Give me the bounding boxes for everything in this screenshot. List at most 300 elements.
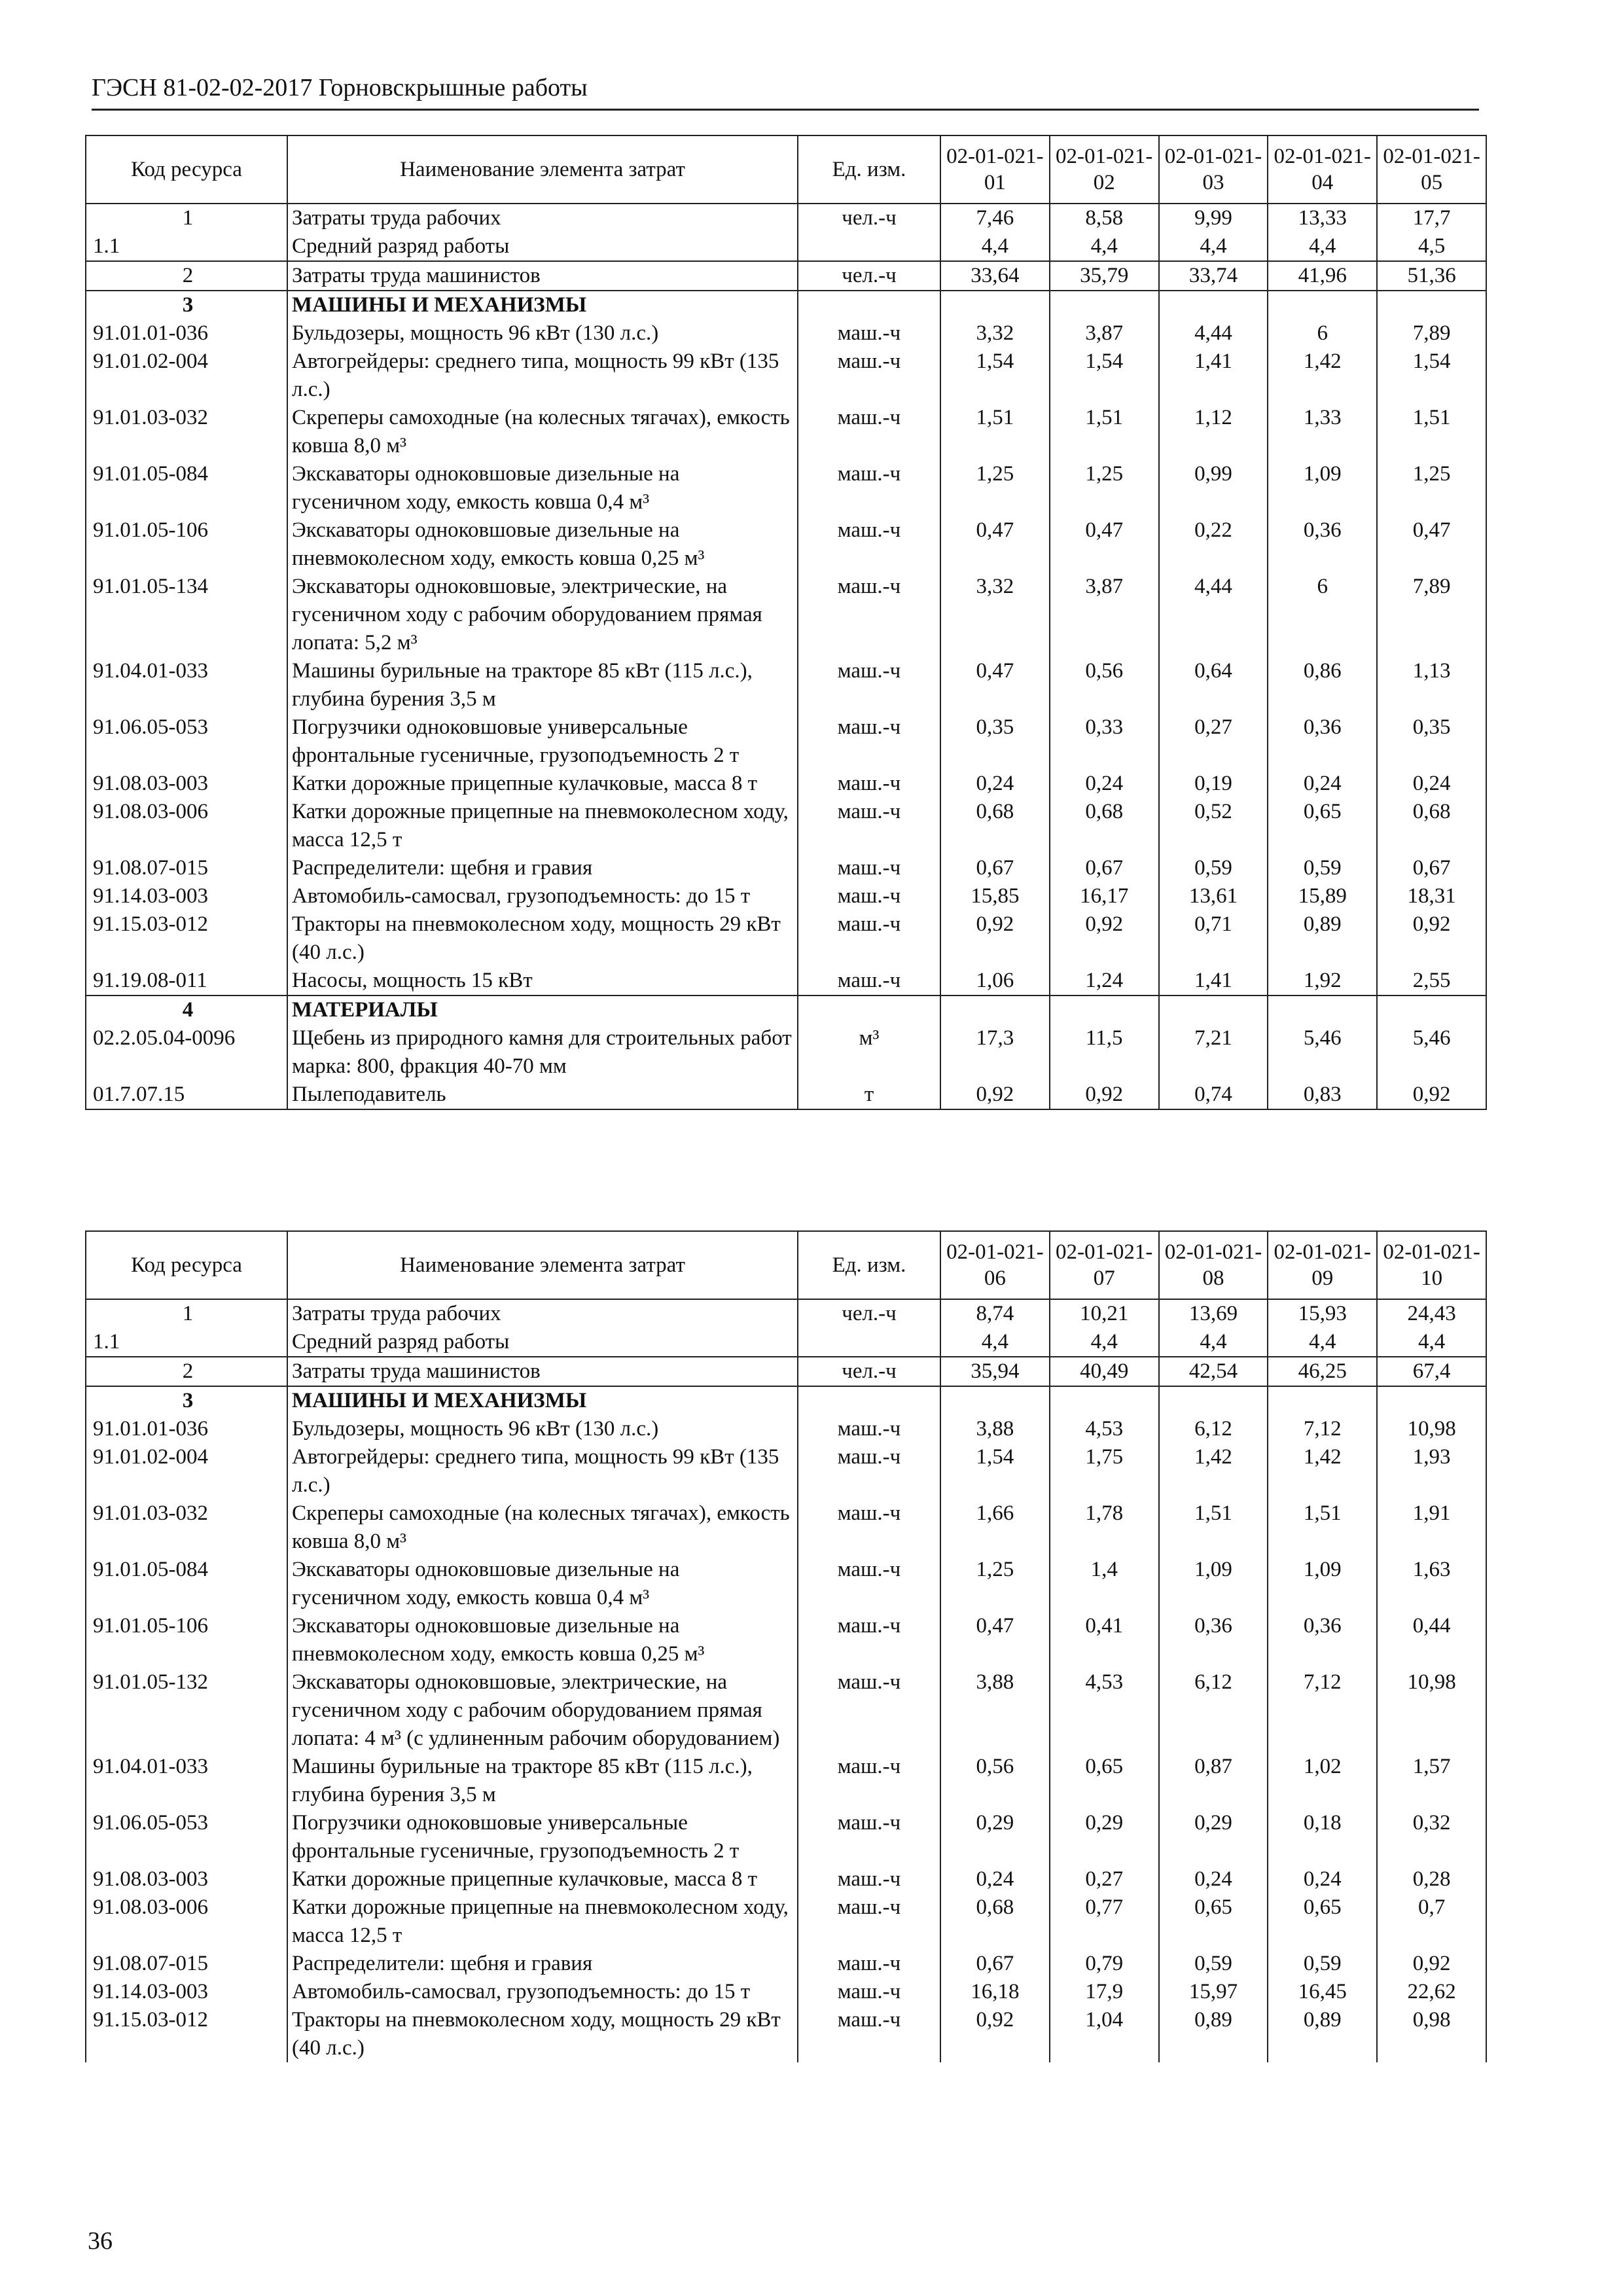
unit-cell: маш.-ч	[798, 713, 940, 770]
norm-value-cell: 15,89	[1268, 882, 1377, 910]
table-row	[86, 1443, 1486, 1499]
norm-value-cell: 22,62	[1377, 1978, 1486, 2006]
norm-value-cell	[1377, 996, 1486, 1024]
unit-cell: маш.-ч	[798, 798, 940, 854]
resource-name-cell: Пылеподавитель	[287, 1081, 798, 1109]
column-header-norm: 02-01-021-04	[1268, 135, 1377, 204]
unit-cell: маш.-ч	[798, 1893, 940, 1950]
table-row	[86, 967, 1486, 996]
resource-code-cell: 91.01.01-036	[86, 1415, 287, 1443]
resource-name-cell: МАШИНЫ И МЕХАНИЗМЫ	[287, 291, 798, 319]
norm-value-cell: 0,18	[1268, 1809, 1377, 1865]
column-header-norm: 02-01-021-05	[1377, 135, 1486, 204]
resource-table-1	[85, 135, 1487, 1110]
norm-value-cell: 0,24	[1159, 1865, 1268, 1893]
unit-cell: маш.-ч	[798, 1753, 940, 1809]
resource-name-cell: Насосы, мощность 15 кВт	[287, 967, 798, 996]
norm-value-cell: 0,92	[940, 1081, 1050, 1109]
table-body	[86, 204, 1486, 1109]
unit-cell: чел.-ч	[798, 261, 940, 291]
norm-value-cell	[1050, 996, 1159, 1024]
norm-value-cell: 0,24	[1268, 770, 1377, 798]
norm-value-cell: 0,28	[1377, 1865, 1486, 1893]
resource-code-cell: 91.06.05-053	[86, 1809, 287, 1865]
norm-value-cell: 0,92	[1050, 1081, 1159, 1109]
norm-value-cell: 0,27	[1159, 713, 1268, 770]
table-row	[86, 1809, 1486, 1865]
resource-name-cell: Экскаваторы одноковшовые дизельные на гусеничном ходу, емкость ковша 0,4 м³	[287, 1556, 798, 1612]
column-header-norm: 02-01-021-09	[1268, 1231, 1377, 1299]
norm-value-cell: 1,91	[1377, 1499, 1486, 1556]
norm-value-cell: 1,92	[1268, 967, 1377, 996]
norm-value-cell: 0,56	[1050, 657, 1159, 713]
norm-value-cell: 33,74	[1159, 261, 1268, 291]
norm-value-cell	[1377, 1386, 1486, 1415]
norm-value-cell: 1,54	[1050, 348, 1159, 404]
norm-value-cell: 1,41	[1159, 348, 1268, 404]
resource-code-cell: 91.08.03-006	[86, 1893, 287, 1950]
resource-code-cell: 91.04.01-033	[86, 1753, 287, 1809]
resource-code-cell: 91.01.02-004	[86, 348, 287, 404]
resource-name-cell: Экскаваторы одноковшовые, электрические, на гусеничном ходу с рабочим оборудованием прямая лопата: 4 м³ (с удлиненным рабочим оборудованием)	[287, 1668, 798, 1753]
table-row	[86, 996, 1486, 1024]
table-row	[86, 1299, 1486, 1328]
norm-value-cell: 1,09	[1268, 460, 1377, 516]
norm-value-cell: 1,78	[1050, 1499, 1159, 1556]
table-row	[86, 1024, 1486, 1081]
resource-name-cell: Экскаваторы одноковшовые, электрические, на гусеничном ходу с рабочим оборудованием прямая лопата: 5,2 м³	[287, 573, 798, 657]
norm-value-cell: 6,12	[1159, 1668, 1268, 1753]
norm-value-cell: 13,33	[1268, 204, 1377, 232]
table-row	[86, 232, 1486, 261]
norm-value-cell: 35,79	[1050, 261, 1159, 291]
norm-value-cell: 1,13	[1377, 657, 1486, 713]
norm-value-cell	[1268, 291, 1377, 319]
unit-cell	[798, 1328, 940, 1357]
norm-value-cell: 4,4	[1050, 1328, 1159, 1357]
resource-name-cell: Скреперы самоходные (на колесных тягачах), емкость ковша 8,0 м³	[287, 404, 798, 460]
norm-value-cell: 7,12	[1268, 1415, 1377, 1443]
resource-name-cell: Средний разряд работы	[287, 232, 798, 261]
resource-name-cell: Экскаваторы одноковшовые дизельные на пневмоколесном ходу, емкость ковша 0,25 м³	[287, 516, 798, 573]
resource-code-cell: 91.15.03-012	[86, 910, 287, 967]
norm-value-cell: 4,53	[1050, 1668, 1159, 1753]
table-row	[86, 1386, 1486, 1415]
table-header-row	[86, 1231, 1486, 1299]
resource-name-cell: Автомобиль-самосвал, грузоподъемность: до 15 т	[287, 882, 798, 910]
unit-cell: т	[798, 1081, 940, 1109]
norm-value-cell: 8,74	[940, 1299, 1050, 1328]
unit-cell: чел.-ч	[798, 204, 940, 232]
resource-name-cell: Щебень из природного камня для строительных работ марка: 800, фракция 40-70 мм	[287, 1024, 798, 1081]
resource-code-cell: 2	[86, 1357, 287, 1386]
norm-value-cell: 0,92	[1377, 1081, 1486, 1109]
norm-value-cell: 1,09	[1268, 1556, 1377, 1612]
norm-value-cell: 0,83	[1268, 1081, 1377, 1109]
norm-value-cell: 0,47	[940, 1612, 1050, 1668]
resource-code-cell: 91.08.03-006	[86, 798, 287, 854]
resource-name-cell: Погрузчики одноковшовые универсальные фронтальные гусеничные, грузоподъемность 2 т	[287, 713, 798, 770]
unit-cell: маш.-ч	[798, 516, 940, 573]
norm-value-cell	[1159, 291, 1268, 319]
column-header-norm: 02-01-021-03	[1159, 135, 1268, 204]
norm-value-cell: 0,68	[1377, 798, 1486, 854]
norm-value-cell: 35,94	[940, 1357, 1050, 1386]
norm-value-cell: 0,59	[1159, 854, 1268, 882]
norm-value-cell: 1,66	[940, 1499, 1050, 1556]
table-row	[86, 404, 1486, 460]
table-row	[86, 1865, 1486, 1893]
norm-value-cell: 0,65	[1050, 1753, 1159, 1809]
resource-code-cell: 91.01.02-004	[86, 1443, 287, 1499]
table-row	[86, 910, 1486, 967]
norm-value-cell: 0,32	[1377, 1809, 1486, 1865]
norm-value-cell: 0,74	[1159, 1081, 1268, 1109]
norm-value-cell: 3,87	[1050, 319, 1159, 348]
norm-value-cell	[1159, 996, 1268, 1024]
norm-value-cell: 17,9	[1050, 1978, 1159, 2006]
unit-cell: чел.-ч	[798, 1299, 940, 1328]
resource-code-cell: 91.08.03-003	[86, 770, 287, 798]
norm-value-cell: 0,65	[1268, 798, 1377, 854]
norm-value-cell: 1,51	[1050, 404, 1159, 460]
norm-value-cell: 1,51	[1377, 404, 1486, 460]
norm-value-cell: 4,44	[1159, 319, 1268, 348]
resource-name-cell: МАТЕРИАЛЫ	[287, 996, 798, 1024]
norm-value-cell: 0,92	[940, 2006, 1050, 2062]
norm-value-cell: 0,7	[1377, 1893, 1486, 1950]
resource-name-cell: Автогрейдеры: среднего типа, мощность 99 кВт (135 л.с.)	[287, 348, 798, 404]
norm-value-cell: 0,86	[1268, 657, 1377, 713]
norm-value-cell: 4,4	[940, 232, 1050, 261]
norm-value-cell: 0,59	[1159, 1950, 1268, 1978]
norm-value-cell: 67,4	[1377, 1357, 1486, 1386]
norm-value-cell: 18,31	[1377, 882, 1486, 910]
norm-value-cell: 4,4	[1050, 232, 1159, 261]
resource-code-cell: 1	[86, 1299, 287, 1328]
norm-value-cell: 0,24	[1268, 1865, 1377, 1893]
norm-value-cell: 0,65	[1159, 1893, 1268, 1950]
norm-value-cell: 0,68	[940, 1893, 1050, 1950]
unit-cell: маш.-ч	[798, 1499, 940, 1556]
norm-value-cell: 3,88	[940, 1668, 1050, 1753]
norm-value-cell: 1,42	[1268, 348, 1377, 404]
norm-value-cell: 5,46	[1268, 1024, 1377, 1081]
resource-name-cell: Автомобиль-самосвал, грузоподъемность: до 15 т	[287, 1978, 798, 2006]
resource-name-cell: Средний разряд работы	[287, 1328, 798, 1357]
norm-value-cell: 0,68	[1050, 798, 1159, 854]
norm-value-cell: 1,42	[1159, 1443, 1268, 1499]
norm-value-cell: 0,36	[1268, 516, 1377, 573]
norm-value-cell: 1,41	[1159, 967, 1268, 996]
norm-value-cell: 0,36	[1159, 1612, 1268, 1668]
norm-value-cell: 0,36	[1268, 713, 1377, 770]
norm-value-cell: 1,24	[1050, 967, 1159, 996]
norm-value-cell: 0,19	[1159, 770, 1268, 798]
norm-value-cell: 10,21	[1050, 1299, 1159, 1328]
norm-value-cell: 1,04	[1050, 2006, 1159, 2062]
norm-value-cell: 4,5	[1377, 232, 1486, 261]
norm-value-cell: 0,29	[1159, 1809, 1268, 1865]
table-row	[86, 2006, 1486, 2062]
norm-value-cell: 4,4	[1159, 232, 1268, 261]
table-row	[86, 1978, 1486, 2006]
norm-value-cell: 17,7	[1377, 204, 1486, 232]
column-header-norm: 02-01-021-01	[940, 135, 1050, 204]
norm-value-cell: 0,89	[1159, 2006, 1268, 2062]
norm-value-cell: 3,87	[1050, 573, 1159, 657]
norm-value-cell: 15,97	[1159, 1978, 1268, 2006]
column-header-norm: 02-01-021-02	[1050, 135, 1159, 204]
norm-value-cell: 0,59	[1268, 1950, 1377, 1978]
table-row	[86, 1668, 1486, 1753]
norm-value-cell: 0,89	[1268, 910, 1377, 967]
norm-value-cell: 0,24	[1050, 770, 1159, 798]
norm-value-cell: 0,47	[940, 516, 1050, 573]
norm-value-cell: 6	[1268, 573, 1377, 657]
unit-cell: маш.-ч	[798, 1612, 940, 1668]
norm-value-cell: 1,57	[1377, 1753, 1486, 1809]
norm-value-cell: 1,51	[1268, 1499, 1377, 1556]
norm-value-cell: 4,4	[940, 1328, 1050, 1357]
unit-cell	[798, 996, 940, 1024]
unit-cell	[798, 291, 940, 319]
norm-value-cell: 0,44	[1377, 1612, 1486, 1668]
norm-value-cell: 6,12	[1159, 1415, 1268, 1443]
column-header-unit: Ед. изм.	[798, 1231, 940, 1299]
resource-code-cell: 91.01.03-032	[86, 404, 287, 460]
norm-value-cell: 0,47	[940, 657, 1050, 713]
norm-value-cell: 0,99	[1159, 460, 1268, 516]
resource-code-cell: 91.06.05-053	[86, 713, 287, 770]
norm-value-cell: 4,4	[1268, 1328, 1377, 1357]
unit-cell: маш.-ч	[798, 1443, 940, 1499]
norm-value-cell: 1,12	[1159, 404, 1268, 460]
norm-value-cell: 0,47	[1050, 516, 1159, 573]
resource-name-cell: Катки дорожные прицепные на пневмоколесном ходу, масса 12,5 т	[287, 798, 798, 854]
table-row	[86, 657, 1486, 713]
table-row	[86, 261, 1486, 291]
norm-value-cell: 0,77	[1050, 1893, 1159, 1950]
norm-value-cell	[940, 996, 1050, 1024]
table-row	[86, 882, 1486, 910]
resource-name-cell: Бульдозеры, мощность 96 кВт (130 л.с.)	[287, 319, 798, 348]
table-row	[86, 1556, 1486, 1612]
norm-value-cell: 0,24	[940, 1865, 1050, 1893]
resource-name-cell: Катки дорожные прицепные кулачковые, масса 8 т	[287, 1865, 798, 1893]
norm-value-cell: 0,29	[940, 1809, 1050, 1865]
norm-value-cell: 33,64	[940, 261, 1050, 291]
norm-value-cell	[1050, 1386, 1159, 1415]
norm-value-cell	[1377, 291, 1486, 319]
norm-value-cell: 4,4	[1159, 1328, 1268, 1357]
norm-value-cell: 4,44	[1159, 573, 1268, 657]
norm-value-cell: 0,52	[1159, 798, 1268, 854]
norm-value-cell: 0,22	[1159, 516, 1268, 573]
norm-value-cell: 16,17	[1050, 882, 1159, 910]
norm-value-cell: 0,35	[1377, 713, 1486, 770]
norm-value-cell: 0,27	[1050, 1865, 1159, 1893]
resource-code-cell: 91.08.03-003	[86, 1865, 287, 1893]
unit-cell: маш.-ч	[798, 460, 940, 516]
norm-value-cell: 0,79	[1050, 1950, 1159, 1978]
resource-name-cell: Автогрейдеры: среднего типа, мощность 99 кВт (135 л.с.)	[287, 1443, 798, 1499]
unit-cell: маш.-ч	[798, 1978, 940, 2006]
resource-code-cell: 1	[86, 204, 287, 232]
resource-code-cell: 3	[86, 291, 287, 319]
norm-value-cell: 0,56	[940, 1753, 1050, 1809]
column-header-unit: Ед. изм.	[798, 135, 940, 204]
norm-value-cell: 40,49	[1050, 1357, 1159, 1386]
norm-value-cell: 1,06	[940, 967, 1050, 996]
table-body	[86, 1299, 1486, 2062]
resource-code-cell: 1.1	[86, 232, 287, 261]
norm-value-cell: 6	[1268, 319, 1377, 348]
norm-value-cell	[940, 1386, 1050, 1415]
norm-value-cell: 1,25	[1050, 460, 1159, 516]
page-number: 36	[88, 2227, 113, 2255]
norm-value-cell: 2,55	[1377, 967, 1486, 996]
column-header-norm: 02-01-021-06	[940, 1231, 1050, 1299]
resource-code-cell: 91.01.05-134	[86, 573, 287, 657]
table-row	[86, 204, 1486, 232]
norm-value-cell: 5,46	[1377, 1024, 1486, 1081]
norm-value-cell: 15,85	[940, 882, 1050, 910]
norm-value-cell: 1,54	[940, 1443, 1050, 1499]
resource-code-cell: 91.19.08-011	[86, 967, 287, 996]
resource-code-cell: 91.01.01-036	[86, 319, 287, 348]
resource-name-cell: Погрузчики одноковшовые универсальные фронтальные гусеничные, грузоподъемность 2 т	[287, 1809, 798, 1865]
resource-code-cell: 91.01.03-032	[86, 1499, 287, 1556]
norm-value-cell: 8,58	[1050, 204, 1159, 232]
norm-value-cell: 0,64	[1159, 657, 1268, 713]
unit-cell: чел.-ч	[798, 1357, 940, 1386]
unit-cell: м³	[798, 1024, 940, 1081]
resource-code-cell: 91.14.03-003	[86, 882, 287, 910]
unit-cell: маш.-ч	[798, 1950, 940, 1978]
unit-cell: маш.-ч	[798, 910, 940, 967]
resource-table-2	[85, 1230, 1487, 2062]
norm-value-cell: 17,3	[940, 1024, 1050, 1081]
norm-value-cell: 3,88	[940, 1415, 1050, 1443]
norm-value-cell: 51,36	[1377, 261, 1486, 291]
norm-value-cell: 0,36	[1268, 1612, 1377, 1668]
norm-value-cell: 7,89	[1377, 319, 1486, 348]
unit-cell: маш.-ч	[798, 404, 940, 460]
norm-value-cell: 13,61	[1159, 882, 1268, 910]
norm-value-cell: 10,98	[1377, 1668, 1486, 1753]
norm-value-cell: 10,98	[1377, 1415, 1486, 1443]
norm-value-cell: 7,12	[1268, 1668, 1377, 1753]
norm-value-cell: 1,93	[1377, 1443, 1486, 1499]
table-row	[86, 854, 1486, 882]
norm-value-cell	[1050, 291, 1159, 319]
column-header-name: Наименование элемента затрат	[287, 135, 798, 204]
norm-value-cell: 0,68	[940, 798, 1050, 854]
table-row	[86, 770, 1486, 798]
norm-value-cell: 11,5	[1050, 1024, 1159, 1081]
norm-value-cell: 46,25	[1268, 1357, 1377, 1386]
unit-cell: маш.-ч	[798, 882, 940, 910]
unit-cell	[798, 1386, 940, 1415]
norm-value-cell: 4,4	[1377, 1328, 1486, 1357]
norm-value-cell: 7,21	[1159, 1024, 1268, 1081]
resource-code-cell: 2	[86, 261, 287, 291]
norm-value-cell: 41,96	[1268, 261, 1377, 291]
table-row	[86, 1328, 1486, 1357]
unit-cell: маш.-ч	[798, 967, 940, 996]
norm-value-cell: 0,98	[1377, 2006, 1486, 2062]
norm-value-cell: 1,33	[1268, 404, 1377, 460]
norm-value-cell: 0,33	[1050, 713, 1159, 770]
norm-value-cell: 0,24	[940, 770, 1050, 798]
unit-cell	[798, 232, 940, 261]
resource-code-cell: 91.01.05-132	[86, 1668, 287, 1753]
norm-value-cell: 0,47	[1377, 516, 1486, 573]
table-row	[86, 1893, 1486, 1950]
norm-value-cell: 3,32	[940, 319, 1050, 348]
table-header-row	[86, 135, 1486, 204]
norm-value-cell	[1268, 996, 1377, 1024]
norm-value-cell: 1,02	[1268, 1753, 1377, 1809]
norm-value-cell: 1,54	[940, 348, 1050, 404]
resource-name-cell: Машины бурильные на тракторе 85 кВт (115 л.с.), глубина бурения 3,5 м	[287, 657, 798, 713]
table-row	[86, 1357, 1486, 1386]
resource-code-cell: 91.01.05-084	[86, 460, 287, 516]
norm-value-cell: 0,92	[940, 910, 1050, 967]
resource-code-cell: 91.01.05-106	[86, 1612, 287, 1668]
table-row	[86, 1950, 1486, 1978]
norm-value-cell: 0,29	[1050, 1809, 1159, 1865]
column-header-code: Код ресурса	[86, 1231, 287, 1299]
resource-code-cell: 91.04.01-033	[86, 657, 287, 713]
norm-value-cell: 13,69	[1159, 1299, 1268, 1328]
norm-value-cell: 24,43	[1377, 1299, 1486, 1328]
norm-value-cell: 0,92	[1377, 910, 1486, 967]
table-row	[86, 1415, 1486, 1443]
resource-code-cell: 91.15.03-012	[86, 2006, 287, 2062]
norm-value-cell: 0,24	[1377, 770, 1486, 798]
table-row	[86, 713, 1486, 770]
table-row	[86, 573, 1486, 657]
resource-name-cell: Тракторы на пневмоколесном ходу, мощность 29 кВт (40 л.с.)	[287, 2006, 798, 2062]
resource-code-cell: 3	[86, 1386, 287, 1415]
norm-value-cell: 0,67	[940, 854, 1050, 882]
norm-value-cell: 4,53	[1050, 1415, 1159, 1443]
norm-value-cell: 0,67	[1050, 854, 1159, 882]
norm-value-cell: 1,25	[1377, 460, 1486, 516]
unit-cell: маш.-ч	[798, 1809, 940, 1865]
unit-cell: маш.-ч	[798, 1668, 940, 1753]
resource-code-cell: 91.08.07-015	[86, 854, 287, 882]
norm-value-cell: 0,87	[1159, 1753, 1268, 1809]
unit-cell: маш.-ч	[798, 1556, 940, 1612]
norm-value-cell: 1,25	[940, 1556, 1050, 1612]
norm-value-cell: 1,51	[940, 404, 1050, 460]
resource-code-cell: 1.1	[86, 1328, 287, 1357]
norm-value-cell: 16,18	[940, 1978, 1050, 2006]
page-header-title: ГЭСН 81-02-02-2017 Горновскрышные работы	[92, 74, 588, 101]
norm-value-cell: 1,63	[1377, 1556, 1486, 1612]
norm-value-cell: 0,41	[1050, 1612, 1159, 1668]
norm-value-cell: 1,51	[1159, 1499, 1268, 1556]
unit-cell: маш.-ч	[798, 573, 940, 657]
table-row	[86, 798, 1486, 854]
table-row	[86, 319, 1486, 348]
table-row	[86, 291, 1486, 319]
norm-value-cell: 15,93	[1268, 1299, 1377, 1328]
resource-name-cell: Затраты труда рабочих	[287, 1299, 798, 1328]
